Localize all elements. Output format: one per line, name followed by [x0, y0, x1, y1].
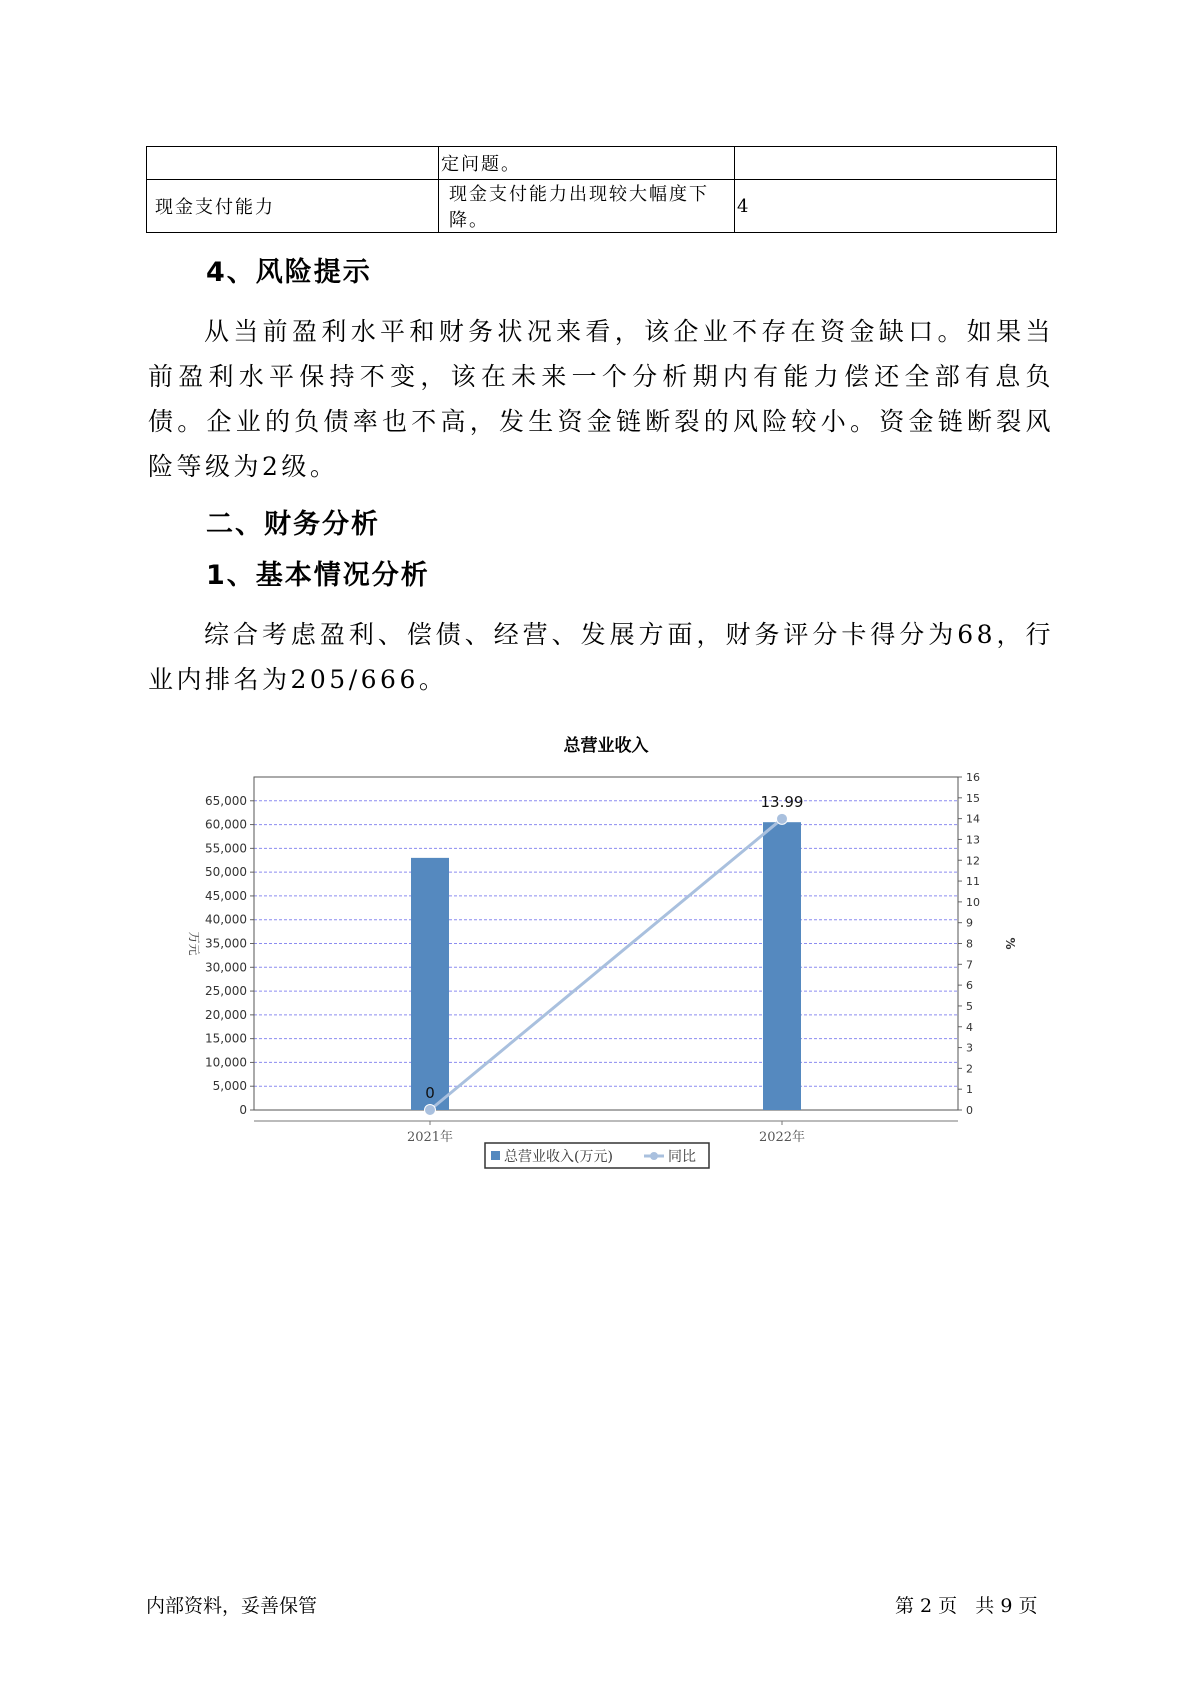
y2-tick-label: 8: [966, 937, 973, 951]
data-label: 13.99: [760, 792, 804, 811]
yoy-point: [777, 813, 788, 824]
y2-tick-label: 15: [966, 791, 980, 805]
y2-tick-label: 1: [966, 1083, 973, 1097]
table-cell: 现金支付能力: [147, 180, 439, 233]
y-tick-label: 55,000: [205, 841, 247, 856]
x-tick-label: 2021年: [406, 1130, 454, 1145]
legend-label-revenue: 总营业收入(万元): [504, 1149, 613, 1165]
y2-tick-label: 13: [966, 833, 980, 847]
y-tick-label: 25,000: [205, 984, 247, 999]
y-tick-label: 0: [239, 1103, 247, 1117]
y2-tick-label: 9: [966, 916, 973, 930]
y2-tick-label: 4: [966, 1020, 973, 1034]
legend-bar-swatch: [491, 1151, 500, 1160]
yoy-point: [425, 1105, 436, 1116]
x-tick-label: 2022年: [758, 1130, 806, 1145]
y2-tick-label: 7: [966, 958, 973, 972]
y-tick-label: 65,000: [205, 793, 247, 808]
table-cell: [147, 147, 439, 180]
table-cell: 定问题。: [439, 147, 735, 180]
y2-tick-label: 5: [966, 999, 973, 1013]
legend-line-marker: [650, 1152, 658, 1160]
y2-tick-label: 0: [966, 1104, 973, 1117]
y2-tick-label: 14: [966, 812, 980, 826]
y2-tick-label: 6: [966, 979, 973, 993]
y2-tick-label: 2: [966, 1062, 973, 1076]
y2-tick-label: 11: [966, 875, 980, 889]
finance-heading: 二、财务分析: [206, 509, 380, 540]
table-cell: 现金支付能力出现较大幅度下降。: [439, 180, 735, 233]
table-row: [147, 147, 1057, 180]
y-tick-label: 30,000: [205, 960, 247, 975]
y-tick-label: 10,000: [205, 1055, 247, 1070]
basic-paragraph: 综合考虑盈利、偿债、经营、发展方面，财务评分卡得分为68，行业内排名为205/666。: [148, 620, 1054, 694]
revenue-chart: [180, 725, 1030, 1185]
chart-title: 总营业收入: [563, 736, 649, 756]
footer-left: 内部资料，妥善保管: [146, 1595, 318, 1617]
y2-tick-label: 16: [966, 771, 980, 784]
y-tick-label: 35,000: [205, 936, 247, 951]
table-cell: [735, 147, 1057, 180]
risk-paragraph: 从当前盈利水平和财务状况来看，该企业不存在资金缺口。如果当前盈利水平保持不变，该在未来一个分析期内有能力偿还全部有息负债。企业的负债率也不高，发生资金链断裂的风险较小。资金链断裂风险等级为2级。: [148, 317, 1054, 481]
data-label: 0: [425, 1084, 435, 1102]
y-tick-label: 60,000: [205, 817, 247, 832]
risk-table: [146, 146, 1057, 233]
y-tick-label: 50,000: [205, 865, 247, 880]
y-tick-label: 20,000: [205, 1007, 247, 1022]
y-tick-label: 5,000: [212, 1079, 247, 1094]
y-tick-label: 45,000: [205, 888, 247, 903]
basic-heading: 1、基本情况分析: [206, 560, 430, 591]
y-tick-label: 15,000: [205, 1031, 247, 1046]
y2-axis-label: %: [1003, 937, 1017, 950]
y-tick-label: 40,000: [205, 912, 247, 927]
table-row: [147, 180, 1057, 233]
yoy-line: [430, 819, 782, 1110]
y2-tick-label: 3: [966, 1041, 973, 1055]
y2-tick-label: 10: [966, 895, 980, 909]
y-axis-label: 万元: [187, 931, 201, 956]
bar: [411, 858, 449, 1110]
y2-tick-label: 12: [966, 854, 980, 868]
risk-heading: 4、风险提示: [206, 257, 372, 288]
legend-label-yoy: 同比: [668, 1149, 696, 1165]
bar: [763, 822, 801, 1110]
table-cell: 4: [735, 180, 1057, 233]
footer-page-number: 第 2 页 共 9 页: [895, 1595, 1038, 1617]
